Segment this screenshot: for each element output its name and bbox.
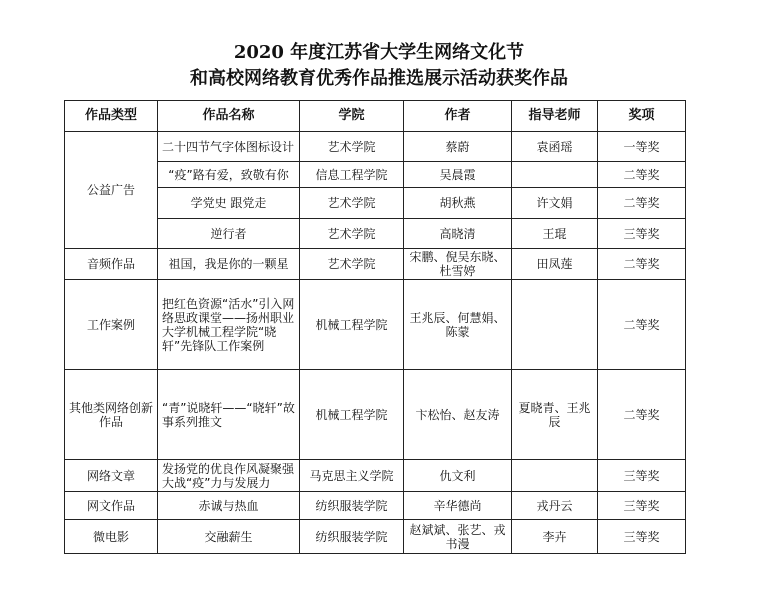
table-row: [65, 280, 686, 370]
table-row: [65, 132, 686, 162]
author-cell: 王兆辰、何慧娟、陈蒙: [404, 280, 512, 370]
header-advisor: 指导老师: [512, 101, 598, 132]
page-title-line2: 和高校网络教育优秀作品推选展示活动获奖作品: [190, 68, 568, 89]
award-cell: 二等奖: [598, 280, 686, 370]
header-award: 奖项: [598, 101, 686, 132]
header-college: 学院: [300, 101, 404, 132]
author-cell: 赵斌斌、张艺、戎书漫: [404, 520, 512, 554]
college-cell: 艺术学院: [300, 132, 404, 162]
award-cell: 二等奖: [598, 249, 686, 280]
work-name-cell: “青”说晓轩——“晓轩”故事系列推文: [158, 370, 300, 460]
advisor-cell: 王琨: [512, 219, 598, 249]
college-cell: 机械工程学院: [300, 280, 404, 370]
advisor-cell: 戎丹云: [512, 492, 598, 520]
advisor-cell: 李卉: [512, 520, 598, 554]
table-row: [65, 219, 686, 249]
work-name-cell: 逆行者: [158, 219, 300, 249]
college-cell: 纺织服装学院: [300, 492, 404, 520]
college-cell: 纺织服装学院: [300, 520, 404, 554]
author-cell: 辛华德尚: [404, 492, 512, 520]
advisor-cell: 夏晓青、王兆辰: [512, 370, 598, 460]
work-name-cell: 把红色资源“活水”引入网络思政课堂——扬州职业大学机械工程学院“晓轩”先锋队工作案例: [158, 280, 300, 370]
award-cell: 三等奖: [598, 219, 686, 249]
page-title-line1: 2020 年度江苏省大学生网络文化节: [233, 42, 525, 63]
author-cell: 宋鹏、倪吴东晓、杜雪婷: [404, 249, 512, 280]
table-row: [65, 162, 686, 188]
college-cell: 艺术学院: [300, 249, 404, 280]
college-cell: 马克思主义学院: [300, 460, 404, 492]
header-author: 作者: [404, 101, 512, 132]
award-cell: 三等奖: [598, 492, 686, 520]
award-cell: 二等奖: [598, 188, 686, 219]
category-cell: 网络文章: [65, 460, 158, 492]
table-row: [65, 249, 686, 280]
category-cell: 微电影: [65, 520, 158, 554]
category-cell: 音频作品: [65, 249, 158, 280]
award-cell: 三等奖: [598, 460, 686, 492]
award-cell: 二等奖: [598, 162, 686, 188]
advisor-cell: [512, 280, 598, 370]
table-header-row: [65, 101, 686, 132]
work-name-cell: 发扬党的优良作风凝聚强大战“疫”力与发展力: [158, 460, 300, 492]
author-cell: 蔡蔚: [404, 132, 512, 162]
work-name-cell: 祖国，我是你的一颗星: [158, 249, 300, 280]
header-work-name: 作品名称: [158, 101, 300, 132]
author-cell: 吴晨霞: [404, 162, 512, 188]
table-row: [65, 520, 686, 554]
category-cell: 公益广告: [65, 132, 158, 249]
college-cell: 机械工程学院: [300, 370, 404, 460]
college-cell: 艺术学院: [300, 188, 404, 219]
college-cell: 信息工程学院: [300, 162, 404, 188]
work-name-cell: “疫”路有爱，致敬有你: [158, 162, 300, 188]
advisor-cell: 田凤莲: [512, 249, 598, 280]
category-cell: 其他类网络创新作品: [65, 370, 158, 460]
table-row: [65, 492, 686, 520]
author-cell: 高晓清: [404, 219, 512, 249]
category-cell: 网文作品: [65, 492, 158, 520]
author-cell: 胡秋燕: [404, 188, 512, 219]
work-name-cell: 二十四节气字体图标设计: [158, 132, 300, 162]
author-cell: 卞松怡、赵友涛: [404, 370, 512, 460]
work-name-cell: 赤诚与热血: [158, 492, 300, 520]
header-category: 作品类型: [65, 101, 158, 132]
author-cell: 仇文利: [404, 460, 512, 492]
award-cell: 三等奖: [598, 520, 686, 554]
work-name-cell: 学党史 跟党走: [158, 188, 300, 219]
advisor-cell: [512, 162, 598, 188]
award-cell: 二等奖: [598, 370, 686, 460]
advisor-cell: 许文娟: [512, 188, 598, 219]
table-row: [65, 188, 686, 219]
award-cell: 一等奖: [598, 132, 686, 162]
advisor-cell: 袁函瑶: [512, 132, 598, 162]
category-cell: 工作案例: [65, 280, 158, 370]
table-row: [65, 460, 686, 492]
advisor-cell: [512, 460, 598, 492]
awards-table: [64, 100, 686, 554]
table-row: [65, 370, 686, 460]
work-name-cell: 交融薪生: [158, 520, 300, 554]
college-cell: 艺术学院: [300, 219, 404, 249]
